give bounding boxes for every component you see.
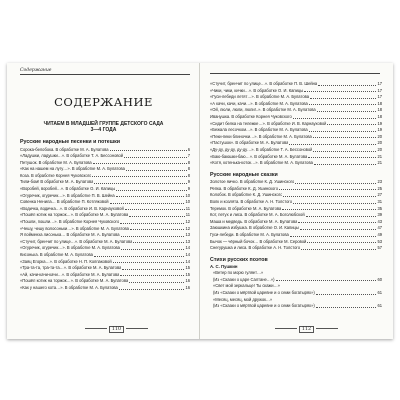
entry-title: «Пошёл котик на торжок…». В обработке М. А. Булатова [20, 278, 129, 284]
entry-page-number: 18 [377, 107, 382, 113]
dot-leader [94, 179, 186, 184]
dot-leader [283, 192, 376, 197]
toc-entry [210, 270, 382, 277]
toc-entry [20, 226, 190, 233]
entry-title: «Пастушок». В обработке М. А. Булатова [210, 140, 289, 146]
dot-leader [92, 173, 186, 178]
entry-page-number: 7 [187, 153, 190, 159]
toc-entry [20, 265, 190, 272]
dot-leader [116, 186, 186, 191]
folio-ornament [85, 328, 107, 329]
toc-entry [20, 212, 190, 219]
folio-number: 110 [109, 326, 124, 333]
dot-leader [119, 285, 185, 290]
section-heading: Русские народные песенки и потешки [20, 139, 121, 145]
entry-title: «Чики, чики, кички…». В обработке О. И. Капицы [210, 87, 304, 93]
dot-leader [295, 179, 376, 184]
subtitle [7, 121, 200, 133]
entry-title: «Баю-баюшки-баю…». В обработке М. А. Булатова [210, 153, 308, 159]
entry-title: «Пошли, пошли…». В обработке Корнея Чуковского [20, 219, 120, 225]
toc-entry [210, 94, 382, 101]
toc-entry [20, 173, 190, 180]
dot-leader [94, 252, 185, 257]
dot-leader [307, 239, 376, 244]
toc-entry [20, 153, 190, 160]
entry-page-number: 17 [377, 94, 382, 100]
entry-page-number: 15 [185, 271, 190, 277]
entry-title: Снегурушка и лиса. В обработке А. Н. Толстого [210, 245, 301, 251]
entry-page-number: 35 [377, 205, 382, 211]
dot-leader [116, 193, 185, 198]
dot-leader [126, 166, 187, 171]
page-number-right [210, 326, 393, 333]
entry-title: Колобок. В обработке К. Д. Ушинского [210, 192, 283, 198]
dot-leader [293, 199, 376, 204]
entry-title: Сорока-белобока. В обработке М. А. Булатова [20, 146, 109, 152]
book-spread [7, 63, 393, 339]
dot-leader [121, 245, 185, 250]
entry-title: Волк и козлята. В обработке А. Н. Толстого [210, 199, 293, 204]
entry-page-number: 20 [377, 146, 382, 152]
entry-page-number: 20 [377, 140, 382, 146]
toc-entry [20, 285, 190, 292]
dot-leader [310, 94, 376, 99]
entry-page-number: 60 [377, 276, 382, 282]
entry-page-number: 11 [185, 205, 190, 211]
entry-title: Бычок — чёрный бочок… В обработке М. Серовой [210, 238, 307, 244]
running-header-rule [210, 70, 380, 74]
toc-entry [210, 140, 382, 147]
toc-entry [20, 272, 190, 279]
toc-list [210, 270, 382, 310]
folio-ornament [126, 328, 148, 329]
dot-leader [293, 114, 377, 119]
toc-entry [210, 88, 382, 95]
entry-title: «Как у нашего кота…». В обработке М. А. Булатова [20, 284, 118, 290]
entry-title: «Свет мой зеркальце! Ты скажи…» [213, 283, 280, 289]
entry-page-number: 11 [185, 212, 190, 218]
entry-title: Золотое яичко. В обработке К. Д. Ушинского [210, 179, 295, 185]
entry-title: «Ай, качи-качи-качи…». В обработке М. А. Булатова [20, 271, 120, 277]
entry-page-number: 18 [377, 100, 382, 106]
entry-page-number: 9 [187, 186, 190, 192]
toc-entry [210, 232, 382, 239]
entry-page-number: 14 [185, 245, 190, 251]
dot-leader [308, 154, 376, 159]
entry-page-number: 13 [185, 238, 190, 244]
toc-entry [20, 166, 190, 173]
dot-leader [316, 303, 377, 308]
toc-entry [210, 179, 382, 186]
entry-page-number: 8 [187, 159, 190, 165]
dot-leader [113, 259, 185, 264]
entry-page-number: 43 [377, 218, 382, 224]
dot-leader [318, 81, 376, 86]
dot-leader [301, 245, 376, 250]
toc-entry [210, 134, 382, 141]
entry-title: «Месяц, месяц, мой дружок…» [213, 296, 273, 302]
entry-page-number: 15 [185, 265, 190, 271]
dot-leader [313, 134, 377, 139]
entry-title: Я пойменха лисонька… В обработке М. А. Булатова [20, 232, 120, 238]
entry-page-number: 57 [377, 245, 382, 251]
entry-page-number: 13 [185, 232, 190, 238]
entry-page-number: 53 [377, 238, 382, 244]
toc-entry [20, 252, 190, 259]
dot-leader [306, 212, 377, 217]
dot-leader [327, 121, 376, 126]
dot-leader [313, 147, 376, 152]
toc-entry [210, 212, 382, 219]
toc-entry [20, 219, 190, 226]
entry-title: Маша и медведь. В обработке М. А. Булатова [210, 218, 298, 224]
entry-page-number: 18 [377, 113, 382, 119]
entry-page-number: 61 [377, 303, 382, 309]
entry-title: Тили-бом! В обработке М. А. Булатова [20, 179, 94, 185]
left-page [7, 63, 200, 339]
entry-title: «А качи, качи, качи…». В обработке М. А. Булатова [210, 100, 308, 106]
toc-entry [210, 114, 382, 121]
entry-page-number: 31 [377, 199, 382, 204]
dot-leader [290, 232, 377, 237]
entry-title: Петушок. В обработке М. А. Булатова [20, 159, 92, 165]
entry-page-number: 21 [377, 153, 382, 159]
entry-title: (Из «Сказки о мёртвой царевне и о семи богатырях») [213, 303, 315, 309]
toc-entry [210, 147, 382, 154]
entry-page-number: 21 [377, 160, 382, 166]
entry-page-number: 25 [377, 185, 382, 191]
entry-page-number: 49 [377, 231, 382, 237]
author-name: А. С. Пушкин [210, 264, 238, 270]
toc-entry [20, 193, 190, 200]
toc-entry [210, 107, 382, 114]
toc-entry [20, 147, 190, 154]
toc-entry [210, 206, 382, 213]
section-heading-poets: Стихи русских поэтов [210, 256, 268, 263]
toc-entry [20, 245, 190, 252]
entry-title: Теремок. В обработке М. А. Булатова [210, 205, 282, 211]
toc-entry [210, 154, 382, 161]
toc-entry [20, 239, 190, 246]
entry-title: Совенка Ненила… В обработке П. Котляковой [20, 199, 109, 205]
dot-leader [316, 290, 377, 295]
entry-page-number: 12 [185, 219, 190, 225]
toc-entry [210, 245, 382, 252]
entry-page-number: 61 [377, 290, 382, 296]
dot-leader [309, 127, 377, 132]
toc-entry [210, 297, 382, 304]
entry-title: «Котя, котенька-коток…». В обработке М. А. Булатова [210, 160, 313, 166]
dot-leader [300, 225, 377, 230]
entry-page-number: 20 [377, 133, 382, 139]
entry-page-number: 9 [187, 179, 190, 185]
section-heading-tales: Русские народные сказки [210, 171, 278, 178]
toc-entry [210, 160, 382, 167]
dot-leader [317, 107, 377, 112]
entry-title: Коза. В обработке Корнея Чуковского [20, 172, 92, 178]
toc-entry [20, 199, 190, 206]
entry-page-number: 8 [187, 166, 190, 172]
entry-title: «Стучит, бренчит по улице…». В обработке П. В. Шейна [210, 81, 318, 86]
folio-ornament [316, 328, 338, 329]
dot-leader [298, 219, 376, 224]
entry-title: «Бежала лесочком…». В обработке М. А. Булатова [210, 127, 308, 133]
entry-page-number: 10 [185, 192, 190, 198]
entry-page-number: 17 [377, 87, 382, 93]
dot-leader [122, 265, 184, 270]
dot-leader [124, 153, 187, 158]
toc-entry [20, 232, 190, 239]
dot-leader [282, 206, 376, 211]
subtitle-line-2: 3—4 ГОДА [90, 127, 117, 133]
running-header [20, 68, 190, 75]
toc-entry [210, 277, 382, 284]
dot-leader [129, 212, 185, 217]
entry-title: «Гуси-лебеди летят…». В обработке М. А. Булатова [210, 94, 310, 100]
toc-entry [20, 186, 190, 193]
entry-title: (Из «Сказки о царе Салтане…») [213, 276, 275, 282]
entry-page-number: 16 [185, 284, 190, 290]
entry-title: «Огуречик, огуречик…». В обработке М. А. Булатова [20, 245, 120, 251]
entry-title: Иванушка. В обработке Корнея Чуковского [210, 113, 292, 119]
entry-page-number: 8 [187, 172, 190, 178]
entry-page-number: 19 [377, 127, 382, 133]
dot-leader [279, 186, 376, 191]
entry-title: «Заяц Егорка…». В обработке Н. П. Колпаковой [20, 258, 112, 264]
entry-title: «Пеки-пеки блиночки…». В обработке М. А. Булатова [210, 133, 312, 139]
toc-entry [20, 179, 190, 186]
entry-title: «Стучит, бренчит по улице…». В обработке М. А. Булатова [20, 238, 133, 244]
toc-entry [210, 192, 382, 199]
entry-title: «Воробей, воробей…». В обработке О. И. Капицы [20, 186, 116, 192]
entry-page-number: 16 [185, 278, 190, 284]
entry-title: «Как на нашем на лугу…». В обработке М. А. Булатова [20, 166, 125, 172]
entry-title: Репка. В обработке К. Д. Ушинского [210, 185, 278, 191]
running-header-text: Содержание [20, 68, 52, 73]
toc-entry [20, 259, 190, 266]
entry-page-number: 12 [185, 225, 190, 231]
toc-entry [210, 186, 382, 193]
page-title: СОДЕРЖАНИЕ [54, 95, 153, 109]
toc-entry [210, 81, 382, 88]
toc-list [210, 179, 382, 252]
entry-page-number: 10 [185, 199, 190, 205]
dot-leader [125, 206, 185, 211]
toc-entry [210, 101, 382, 108]
dot-leader [110, 147, 187, 152]
dot-leader [110, 199, 185, 204]
entry-page-number: 23 [377, 179, 382, 185]
entry-title: Гуси-лебеди. В обработке М. А. Булатова [210, 231, 289, 237]
dot-leader [129, 278, 184, 283]
dot-leader [120, 219, 184, 224]
toc-entry [210, 121, 382, 128]
toc-right [210, 81, 382, 310]
toc-entry [210, 239, 382, 246]
subtitle-line-1: ЧИТАЕМ В МЛАДШЕЙ ГРУППЕ ДЕТСКОГО САДА [43, 121, 164, 127]
dot-leader [93, 160, 187, 165]
dot-leader [314, 160, 377, 165]
entry-title: «Водичка, водичка…». В обработке И. В. Карнауховой [20, 205, 124, 211]
entry-title: «Ой, люли, люли, люли!..». В обработке М. А. Булатова [210, 107, 316, 113]
entry-title: «Ду-ду, ду-ду, ду-ду…». В обработке Т. А. Бессоновой [210, 146, 313, 152]
page-number-left [20, 326, 200, 333]
dot-leader [121, 232, 185, 237]
toc-entry [210, 199, 382, 206]
dot-leader [309, 101, 377, 106]
toc-entry [210, 127, 382, 134]
dot-leader [276, 277, 377, 282]
entry-page-number: 14 [185, 258, 190, 264]
toc-entry [210, 290, 382, 297]
toc-entry [210, 225, 382, 232]
entry-page-number: 27 [377, 192, 382, 198]
entry-title: «Ветер по морю гуляет…» [213, 270, 264, 276]
entry-title: «Огуречик, огуречик…». В обработке П. В. Шейна [20, 192, 115, 198]
toc-entry [20, 278, 190, 285]
toc-list [210, 81, 382, 167]
toc-entry [20, 206, 190, 213]
dot-leader [120, 272, 184, 277]
dot-leader [130, 226, 185, 231]
entry-title: «Тра-та-та, тра-та-та…». В обработке М. А. Булатова [20, 265, 122, 271]
entry-page-number: 47 [377, 225, 382, 231]
entry-title: «Чешу, чешу волосоньки…». В обработке М. А. Булатова [20, 225, 129, 231]
entry-page-number: 14 [185, 252, 190, 257]
entry-title: Кисонька. В обработке М. А. Булатова [20, 252, 93, 257]
entry-title: «Ладушки, ладушки…». В обработке Т. А. Бессоновой [20, 153, 124, 159]
entry-page-number: 17 [377, 81, 382, 86]
folio-number: 112 [299, 326, 314, 333]
entry-title: Заюшкина избушка. В обработке О. И. Капицы [210, 225, 299, 231]
toc-entry [210, 283, 382, 290]
entry-title: «Сидит белка на тележке…». В обработке И. В. Карнауховой [210, 120, 327, 126]
right-page [200, 63, 393, 339]
entry-page-number: 39 [377, 212, 382, 218]
toc-list [20, 147, 190, 292]
toc-entry [210, 303, 382, 310]
dot-leader [133, 239, 184, 244]
dot-leader [289, 140, 376, 145]
entry-page-number: 6 [187, 146, 190, 152]
folio-ornament [275, 328, 297, 329]
entry-title: (Из «Сказки о мёртвой царевне и о семи богатырях») [213, 290, 315, 296]
toc-entry [210, 219, 382, 226]
entry-title: «Пошёл котик на торжок…». В обработке М. А. Булатова [20, 212, 129, 218]
entry-page-number: 19 [377, 120, 382, 126]
toc-left [20, 137, 190, 292]
toc-entry [20, 160, 190, 167]
entry-title: Кот, петух и лиса. В обработке М. А. Боголюбской [210, 212, 305, 218]
dot-leader [304, 88, 376, 93]
